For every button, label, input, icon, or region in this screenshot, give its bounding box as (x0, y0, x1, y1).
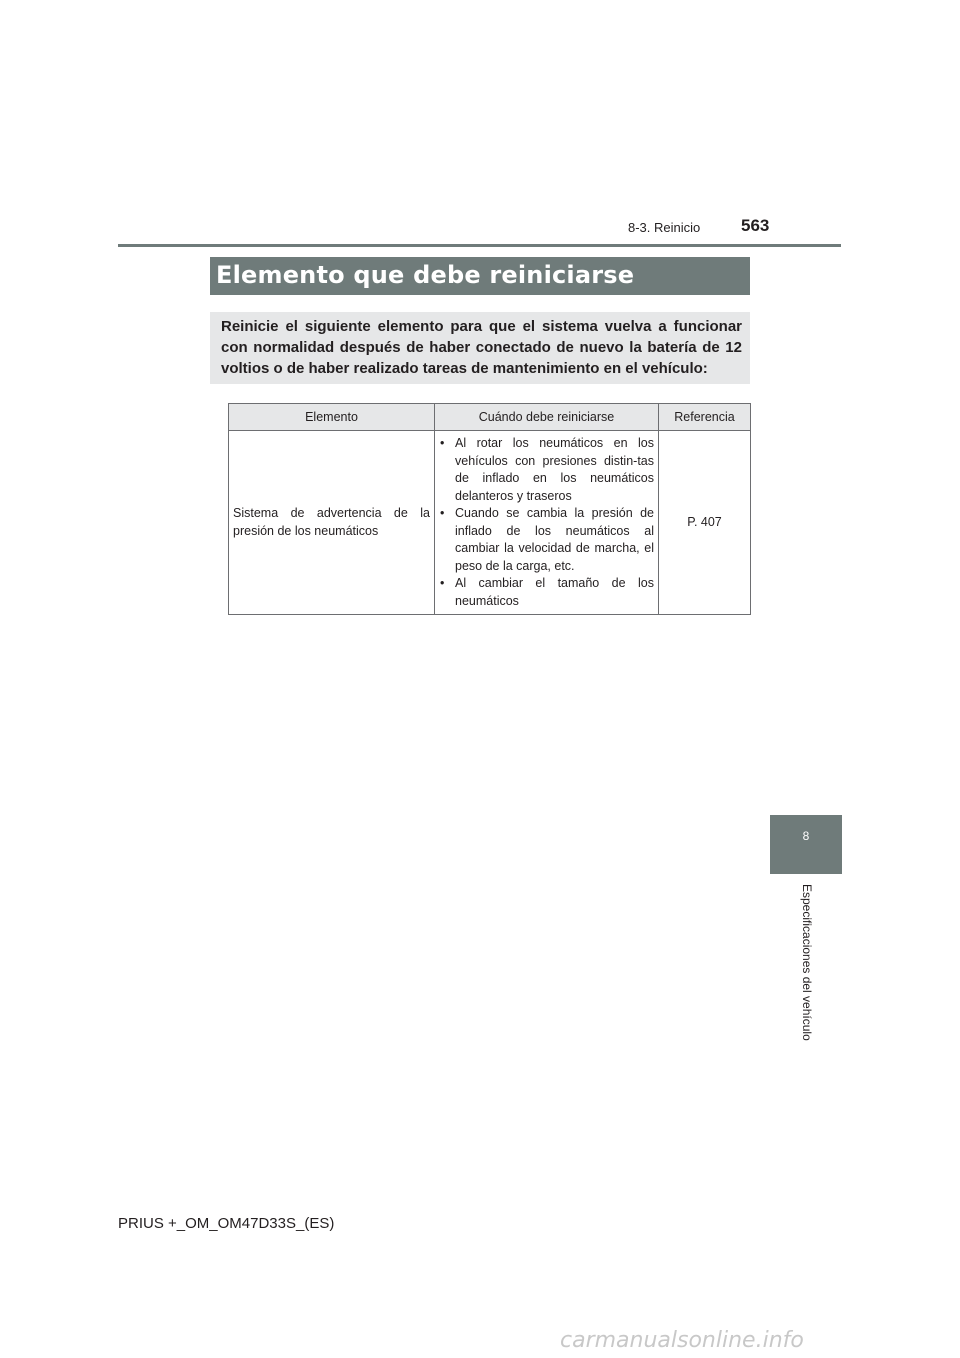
table-header-row (229, 404, 751, 431)
table-header-elemento: Elemento (229, 404, 435, 431)
list-item: • Al rotar los neumáticos en los vehículos con presiones distin-tas de inflado en los neumáticos delanteros y traseros (439, 435, 654, 505)
table-cell-referencia: P. 407 (659, 431, 751, 615)
header-section-label: 8-3. Reinicio (628, 220, 701, 235)
chapter-tab: 8 (770, 815, 842, 874)
footer-document-code: PRIUS +_OM_OM47D33S_(ES) (118, 1215, 335, 1232)
reset-items-table (228, 403, 751, 615)
header-divider (118, 244, 841, 247)
table-header-referencia: Referencia (659, 404, 751, 431)
intro-box: Reinicie el siguiente elemento para que el sistema vuelva a funcionar con normalidad después de haber conectado de nuevo la batería de 12 voltios o de haber realizado tareas de mantenimiento en el vehículo: (210, 312, 750, 384)
section-title: Elemento que debe reiniciarse (210, 257, 750, 295)
condition-list (439, 435, 654, 610)
page-number: 563 (741, 216, 770, 235)
chapter-title-vertical: Especificaciones del vehículo (800, 884, 814, 1041)
list-item: • Cuando se cambia la presión de inflado de los neumáticos al cambiar la velocidad de marcha, el peso de la carga, etc. (439, 505, 654, 575)
table-row (229, 431, 751, 615)
list-item: • Al cambiar el tamaño de los neumáticos (439, 575, 654, 610)
table-cell-cuando (435, 431, 659, 615)
table-cell-elemento: Sistema de advertencia de la presión de los neumáticos (229, 431, 435, 615)
watermark: carmanualsonline.info (560, 1328, 804, 1353)
table-header-cuando: Cuándo debe reiniciarse (435, 404, 659, 431)
